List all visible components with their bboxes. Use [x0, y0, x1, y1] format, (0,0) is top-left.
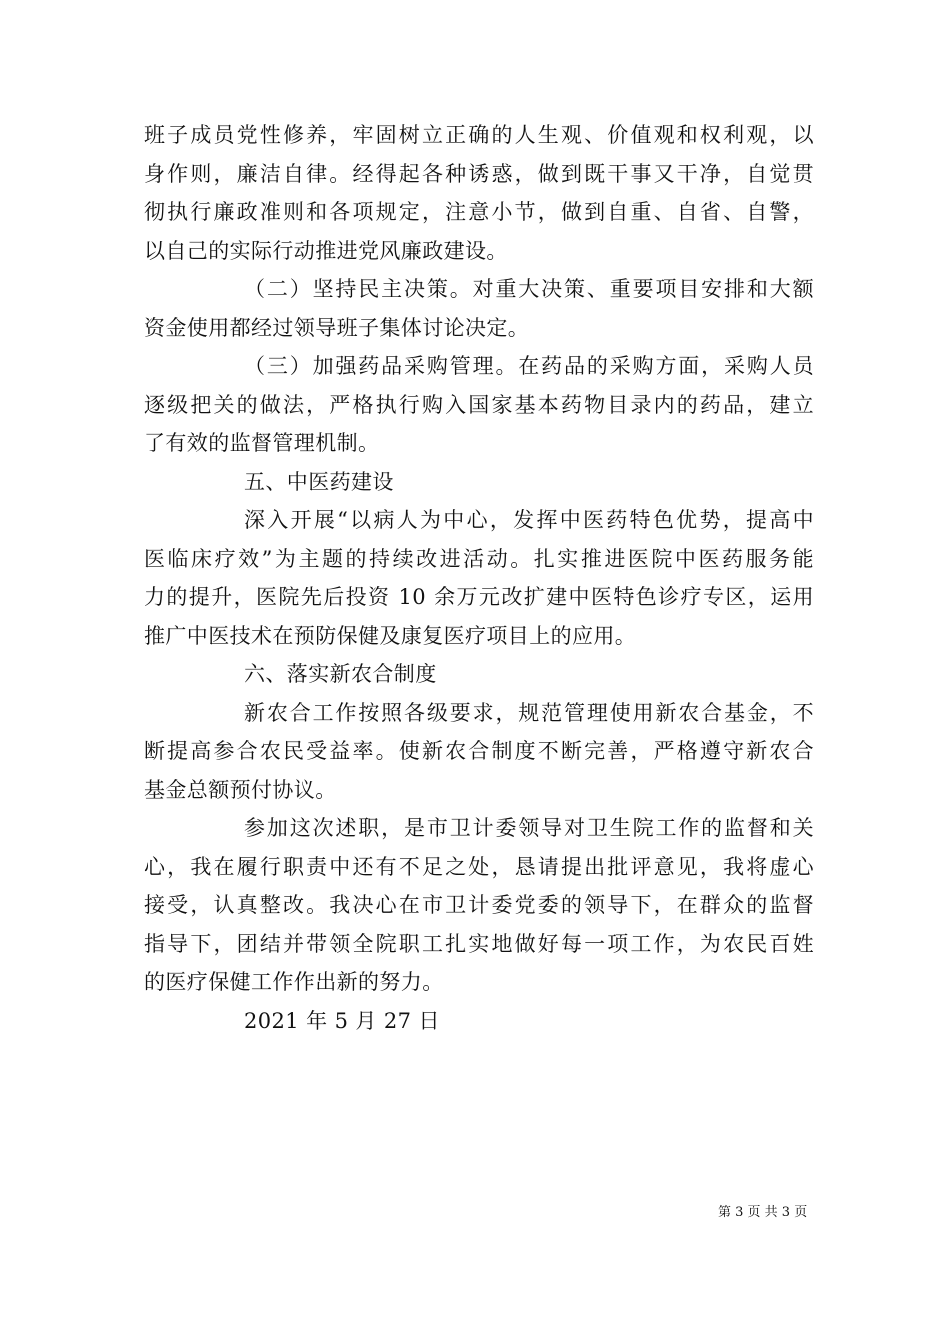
document-body [144, 116, 814, 1040]
text-line: 基金总额预付协议。 [144, 777, 337, 802]
text-line: 资金使用都经过领导班子集体讨论决定。 [144, 315, 530, 340]
text-line: 身作则，廉洁自律。经得起各种诱惑，做到既干事又干净，自觉贯 [144, 161, 814, 186]
document-date: 2021 年 5 月 27 日 [244, 1008, 440, 1033]
text-line: 逐级把关的做法，严格执行购入国家基本药物目录内的药品，建立 [144, 392, 814, 417]
text-line: 推广中医技术在预防保健及康复医疗项目上的应用。 [144, 623, 637, 648]
text-line: 接受，认真整改。我决心在市卫计委党委的领导下，在群众的监督 [144, 893, 814, 917]
text-line: 班子成员党性修养，牢固树立正确的人生观、价值观和权利观，以 [144, 123, 814, 147]
text-line: 心，我在履行职责中还有不足之处，恳请提出批评意见，我将虚心 [144, 854, 814, 879]
text-line: 新农合工作按照各级要求，规范管理使用新农合基金，不 [244, 700, 814, 725]
text-line: 深入开展“以病人为中心，发挥中医药特色优势，提高中 [244, 508, 814, 532]
text-line: 以自己的实际行动推进党风廉政建设。 [144, 238, 508, 263]
text-line: 断提高参合农民受益率。使新农合制度不断完善，严格遵守新农合 [144, 739, 814, 763]
section-heading: 六、落实新农合制度 [244, 662, 437, 686]
text-line: 医临床疗效”为主题的持续改进活动。扎实推进医院中医药服务能 [144, 546, 814, 571]
text-line: 的医疗保健工作作出新的努力。 [144, 970, 444, 994]
text-line: （二）坚持民主决策。对重大决策、重要项目安排和大额 [244, 277, 814, 301]
page-indicator: 第 3 页 共 3 页 [718, 1205, 808, 1220]
text-line: 力的提升，医院先后投资 10 余万元改扩建中医特色诊疗专区，运用 [144, 585, 814, 609]
text-line: 了有效的监督管理机制。 [144, 431, 380, 455]
text-line: 参加这次述职，是市卫计委领导对卫生院工作的监督和关 [244, 816, 814, 840]
section-heading: 五、中医药建设 [244, 469, 394, 494]
text-line: （三）加强药品采购管理。在药品的采购方面，采购人员 [244, 354, 814, 378]
text-line: 彻执行廉政准则和各项规定，注意小节，做到自重、自省、自警， [144, 200, 814, 224]
text-line: 指导下，团结并带领全院职工扎实地做好每一项工作，为农民百姓 [144, 931, 814, 956]
